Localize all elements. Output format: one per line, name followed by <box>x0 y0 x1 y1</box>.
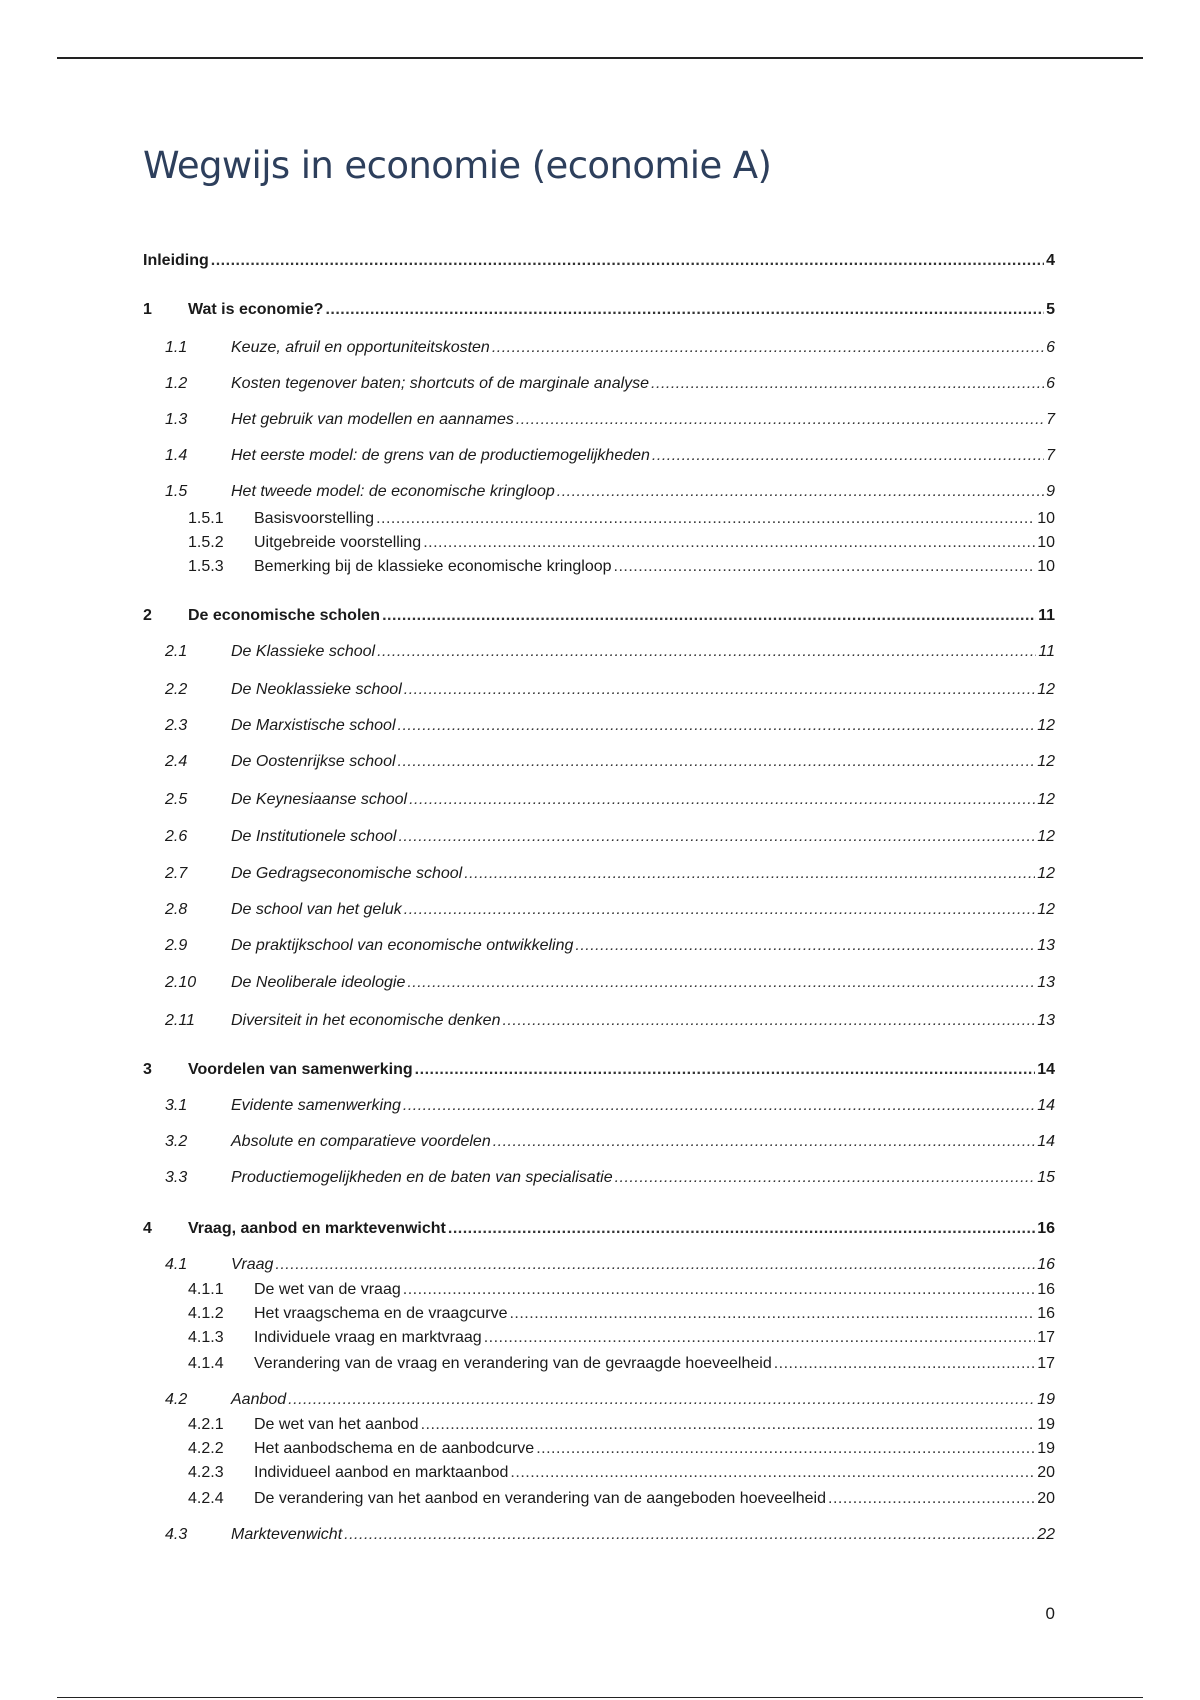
toc-entry-number: 2.4 <box>165 753 188 770</box>
toc-entry[interactable] <box>188 1463 1055 1483</box>
toc-dot-leader <box>423 533 1035 553</box>
toc-dot-leader <box>774 1354 1035 1374</box>
toc-entry[interactable] <box>143 606 1055 626</box>
toc-entry-page: 7 <box>1046 447 1055 464</box>
toc-entry[interactable] <box>143 300 1055 320</box>
toc-entry-title: De Neoklassieke school <box>231 681 402 698</box>
toc-entry-title: Het eerste model: de grens van de productiemogelijkheden <box>231 447 650 464</box>
toc-entry-page: 12 <box>1037 753 1055 770</box>
toc-entry-page: 12 <box>1037 717 1055 734</box>
toc-dot-leader <box>407 973 1035 993</box>
toc-entry-title: Uitgebreide voorstelling <box>254 534 422 551</box>
toc-entry-page: 20 <box>1037 1490 1055 1507</box>
toc-entry-page: 6 <box>1046 375 1055 392</box>
toc-dot-leader <box>510 1463 1035 1483</box>
toc-entry[interactable] <box>165 864 1055 884</box>
toc-dot-leader <box>404 900 1035 920</box>
toc-entry-number: 4.1.4 <box>188 1355 224 1372</box>
toc-entry-page: 17 <box>1037 1355 1055 1372</box>
toc-dot-leader <box>652 446 1044 466</box>
toc-entry-title: Vraag, aanbod en marktevenwicht <box>188 1220 446 1237</box>
toc-entry-page: 14 <box>1037 1061 1055 1078</box>
document-title: Wegwijs in economie (economie A) <box>143 144 772 187</box>
toc-entry[interactable] <box>188 509 1055 529</box>
toc-entry-page: 16 <box>1037 1256 1055 1273</box>
toc-dot-leader <box>403 1280 1035 1300</box>
toc-dot-leader <box>288 1390 1035 1410</box>
toc-dot-leader <box>403 1096 1035 1116</box>
toc-entry-title: Inleiding <box>143 252 209 269</box>
toc-entry-page: 6 <box>1046 339 1055 356</box>
toc-dot-leader <box>344 1525 1035 1545</box>
footer-rule <box>57 1697 1143 1698</box>
toc-entry-title: Productiemogelijkheden en de baten van specialisatie <box>231 1169 613 1186</box>
toc-entry-page: 9 <box>1046 483 1055 500</box>
toc-entry-page: 16 <box>1037 1281 1055 1298</box>
toc-entry-page: 22 <box>1037 1526 1055 1543</box>
toc-entry-title: Het gebruik van modellen en aannames <box>231 411 514 428</box>
toc-entry-number: 4.3 <box>165 1526 188 1543</box>
toc-entry-number: 3.1 <box>165 1097 188 1114</box>
toc-entry-page: 17 <box>1037 1329 1055 1346</box>
toc-entry-page: 13 <box>1037 1012 1055 1029</box>
toc-dot-leader <box>415 1060 1036 1080</box>
toc-entry-title: De praktijkschool van economische ontwikkeling <box>231 937 574 954</box>
toc-entry[interactable] <box>165 642 1055 662</box>
toc-dot-leader <box>398 827 1035 847</box>
toc-dot-leader <box>557 482 1044 502</box>
toc-entry-title: De Oostenrijkse school <box>231 753 396 770</box>
toc-entry-title: Het tweede model: de economische kringloop <box>231 483 555 500</box>
toc-entry-number: 4.2.3 <box>188 1464 224 1481</box>
toc-entry[interactable] <box>165 482 1055 502</box>
toc-entry-number: 3.2 <box>165 1133 188 1150</box>
toc-entry-number: 4.2.1 <box>188 1416 224 1433</box>
toc-entry-page: 16 <box>1037 1220 1055 1237</box>
toc-entry-page: 20 <box>1037 1464 1055 1481</box>
toc-entry-page: 12 <box>1037 901 1055 918</box>
toc-dot-leader <box>493 1132 1035 1152</box>
toc-entry-page: 19 <box>1037 1391 1055 1408</box>
toc-entry-number: 4.1 <box>165 1256 188 1273</box>
toc-entry[interactable] <box>165 1525 1055 1545</box>
toc-dot-leader <box>615 1168 1036 1188</box>
toc-entry-number: 1.5 <box>165 483 188 500</box>
toc-entry[interactable] <box>165 1096 1055 1116</box>
toc-entry-title: De wet van het aanbod <box>254 1416 419 1433</box>
toc-dot-leader <box>211 251 1044 271</box>
toc-entry-title: De economische scholen <box>188 607 381 624</box>
toc-entry[interactable] <box>188 1304 1055 1324</box>
toc-entry-page: 5 <box>1046 301 1055 318</box>
toc-entry[interactable] <box>188 1354 1055 1374</box>
toc-entry[interactable] <box>188 1280 1055 1300</box>
toc-entry-title: Marktevenwicht <box>231 1526 343 1543</box>
toc-entry-title: De Klassieke school <box>231 643 376 660</box>
toc-entry-title: Bemerking bij de klassieke economische kringloop <box>254 558 612 575</box>
toc-dot-leader <box>464 864 1035 884</box>
toc-dot-leader <box>409 790 1035 810</box>
toc-entry-title: De Neoliberale ideologie <box>231 974 406 991</box>
toc-dot-leader <box>828 1489 1035 1509</box>
toc-entry-page: 14 <box>1037 1097 1055 1114</box>
toc-entry[interactable] <box>165 1255 1055 1275</box>
toc-entry[interactable] <box>188 1328 1055 1348</box>
toc-entry-number: 2 <box>143 607 152 624</box>
toc-entry[interactable] <box>165 827 1055 847</box>
toc-entry-title: Het aanbodschema en de aanbodcurve <box>254 1440 535 1457</box>
toc-entry-number: 2.11 <box>165 1012 195 1029</box>
toc-entry-number: 4.2 <box>165 1391 188 1408</box>
toc-entry-number: 2.2 <box>165 681 188 698</box>
toc-entry-title: Voordelen van samenwerking <box>188 1061 413 1078</box>
toc-entry[interactable] <box>165 680 1055 700</box>
toc-entry[interactable] <box>165 1390 1055 1410</box>
toc-dot-leader <box>376 509 1035 529</box>
toc-entry-number: 2.10 <box>165 974 197 991</box>
toc-entry-page: 15 <box>1037 1169 1055 1186</box>
toc-entry-title: Basisvoorstelling <box>254 510 375 527</box>
toc-entry-number: 2.9 <box>165 937 188 954</box>
toc-entry-title: Diversiteit in het economische denken <box>231 1012 501 1029</box>
toc-entry-page: 19 <box>1037 1440 1055 1457</box>
toc-entry-number: 4.1.3 <box>188 1329 224 1346</box>
toc-entry[interactable] <box>165 973 1055 993</box>
toc-entry[interactable] <box>188 1439 1055 1459</box>
toc-dot-leader <box>398 752 1036 772</box>
toc-entry-title: Het vraagschema en de vraagcurve <box>254 1305 508 1322</box>
toc-dot-leader <box>516 410 1044 430</box>
toc-entry-page: 10 <box>1037 534 1055 551</box>
toc-entry-number: 2.8 <box>165 901 188 918</box>
toc-dot-leader <box>536 1439 1035 1459</box>
toc-dot-leader <box>377 642 1036 662</box>
toc-entry-number: 1 <box>143 301 152 318</box>
toc-dot-leader <box>382 606 1036 626</box>
toc-entry[interactable] <box>165 716 1055 736</box>
toc-dot-leader <box>484 1328 1036 1348</box>
toc-entry-page: 19 <box>1037 1416 1055 1433</box>
toc-entry-page: 11 <box>1038 643 1055 660</box>
toc-entry-title: Evidente samenwerking <box>231 1097 401 1114</box>
toc-entry-page: 7 <box>1046 411 1055 428</box>
toc-entry[interactable] <box>188 557 1055 577</box>
toc-entry-title: Keuze, afruil en opportuniteitskosten <box>231 339 490 356</box>
toc-entry[interactable] <box>188 1415 1055 1435</box>
toc-entry-number: 2.6 <box>165 828 188 845</box>
toc-dot-leader <box>275 1255 1035 1275</box>
toc-entry-title: De Institutionele school <box>231 828 397 845</box>
toc-entry-page: 12 <box>1037 865 1055 882</box>
toc-entry-title: Aanbod <box>231 1391 287 1408</box>
toc-dot-leader <box>575 936 1035 956</box>
toc-entry-number: 3.3 <box>165 1169 188 1186</box>
toc-dot-leader <box>404 680 1035 700</box>
toc-entry-title: De verandering van het aanbod en verandering van de aangeboden hoeveelheid <box>254 1490 827 1507</box>
toc-dot-leader <box>509 1304 1035 1324</box>
toc-entry[interactable] <box>165 374 1055 394</box>
toc-entry-title: Individuele vraag en marktvraag <box>254 1329 482 1346</box>
toc-entry[interactable] <box>165 1168 1055 1188</box>
toc-entry[interactable] <box>188 533 1055 553</box>
toc-entry-number: 2.1 <box>165 643 188 660</box>
toc-entry-page: 13 <box>1037 937 1055 954</box>
toc-entry-title: Vraag <box>231 1256 274 1273</box>
toc-entry-page: 14 <box>1037 1133 1055 1150</box>
toc-entry-page: 10 <box>1037 558 1055 575</box>
toc-entry-number: 4 <box>143 1220 152 1237</box>
toc-entry-number: 1.4 <box>165 447 188 464</box>
toc-entry-number: 4.1.2 <box>188 1305 224 1322</box>
toc-entry[interactable] <box>165 446 1055 466</box>
toc-entry[interactable] <box>165 1011 1055 1031</box>
toc-entry-title: De Keynesiaanse school <box>231 791 408 808</box>
toc-entry-number: 1.1 <box>165 339 188 356</box>
toc-dot-leader <box>421 1415 1036 1435</box>
toc-entry-number: 1.2 <box>165 375 188 392</box>
toc-entry-number: 1.3 <box>165 411 188 428</box>
toc-entry[interactable] <box>165 752 1055 772</box>
toc-entry-title: Individueel aanbod en marktaanbod <box>254 1464 509 1481</box>
toc-entry-page: 12 <box>1037 791 1055 808</box>
toc-entry[interactable] <box>165 1132 1055 1152</box>
toc-entry-title: De wet van de vraag <box>254 1281 401 1298</box>
toc-entry-number: 4.2.4 <box>188 1490 224 1507</box>
toc-entry-page: 11 <box>1038 607 1055 624</box>
toc-entry-number: 1.5.1 <box>188 510 224 527</box>
toc-entry-page: 16 <box>1037 1305 1055 1322</box>
toc-entry-number: 1.5.3 <box>188 558 224 575</box>
toc-entry-title: De Gedragseconomische school <box>231 865 463 882</box>
toc-entry[interactable] <box>165 410 1055 430</box>
toc-entry-number: 2.7 <box>165 865 188 882</box>
toc-entry-number: 2.3 <box>165 717 188 734</box>
toc-entry-title: Absolute en comparatieve voordelen <box>231 1133 491 1150</box>
toc-dot-leader <box>492 338 1044 358</box>
toc-entry-number: 4.1.1 <box>188 1281 224 1298</box>
toc-entry-number: 4.2.2 <box>188 1440 224 1457</box>
toc-entry-title: De Marxistische school <box>231 717 396 734</box>
toc-entry-title: Wat is economie? <box>188 301 324 318</box>
toc-dot-leader <box>398 716 1036 736</box>
toc-entry[interactable] <box>143 1060 1055 1080</box>
toc-entry-page: 10 <box>1037 510 1055 527</box>
toc-entry-page: 13 <box>1037 974 1055 991</box>
toc-entry-number: 2.5 <box>165 791 188 808</box>
toc-entry-number: 1.5.2 <box>188 534 224 551</box>
toc-dot-leader <box>325 300 1044 320</box>
toc-entry-page: 12 <box>1037 828 1055 845</box>
toc-dot-leader <box>614 557 1036 577</box>
toc-entry-title: Verandering van de vraag en verandering van de gevraagde hoeveelheid <box>254 1355 772 1372</box>
toc-entry[interactable] <box>165 790 1055 810</box>
toc-dot-leader <box>502 1011 1035 1031</box>
toc-entry[interactable] <box>165 936 1055 956</box>
toc-entry-page: 12 <box>1037 681 1055 698</box>
toc-entry[interactable] <box>143 251 1055 271</box>
toc-entry[interactable] <box>188 1489 1055 1509</box>
toc-entry[interactable] <box>165 338 1055 358</box>
toc-entry-page: 4 <box>1046 252 1055 269</box>
toc-dot-leader <box>448 1219 1035 1239</box>
page-number: 0 <box>1045 1604 1055 1623</box>
toc-entry-title: Kosten tegenover baten; shortcuts of de marginale analyse <box>231 375 650 392</box>
toc-entry-number: 3 <box>143 1061 152 1078</box>
toc-entry-title: De school van het geluk <box>231 901 402 918</box>
toc-entry[interactable] <box>143 1219 1055 1239</box>
toc-entry[interactable] <box>165 900 1055 920</box>
toc-dot-leader <box>651 374 1044 394</box>
